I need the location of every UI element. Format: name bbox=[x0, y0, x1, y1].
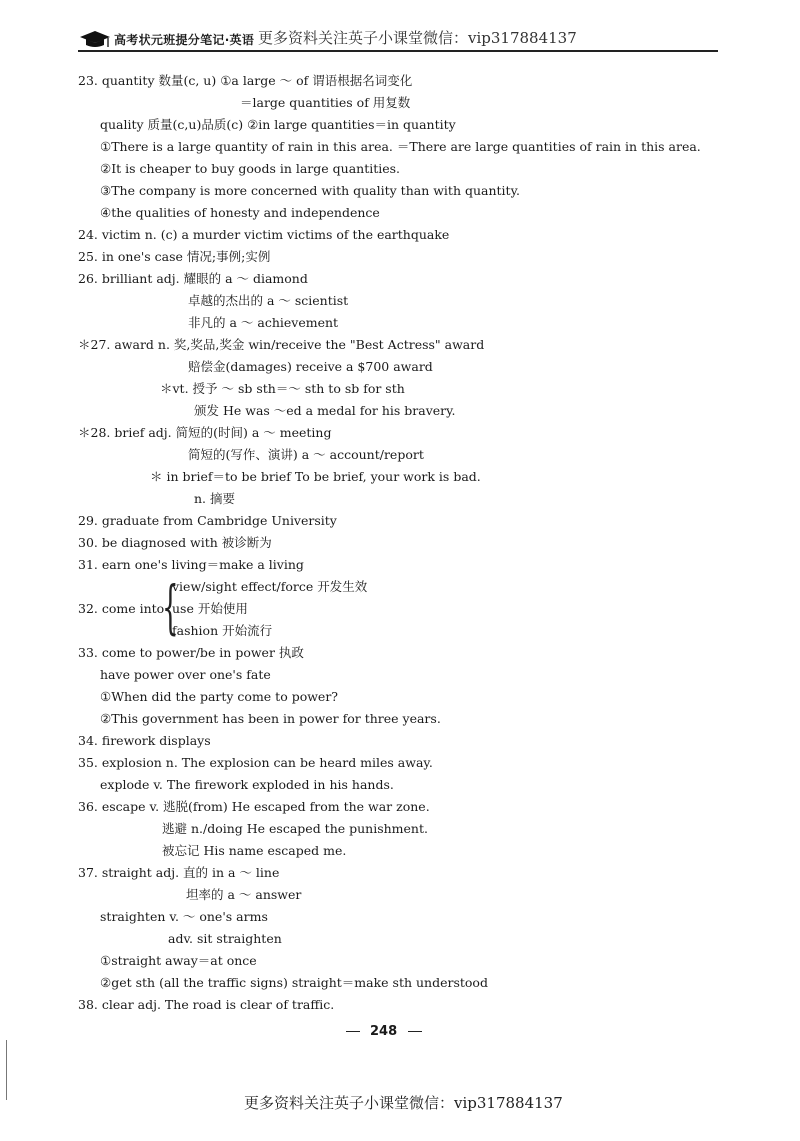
entry-23-plural-note: ＝large quantities of 用复数 bbox=[240, 95, 411, 110]
book-title: 高考状元班提分笔记·英语 bbox=[114, 33, 255, 47]
entry-37-phrase-2: ②get sth (all the traffic signs) straight＝make sth understood bbox=[100, 975, 488, 990]
entry-28-in-brief: ＊ in brief＝to be brief To be brief, your work is bad. bbox=[150, 469, 481, 484]
entry-26-brilliant: 26. brilliant adj. 耀眼的 a ～ diamond bbox=[78, 271, 308, 286]
entry-23-example-1: ①There is a large quantity of rain in this area. ＝There are large quantities of rain in this area. bbox=[100, 139, 701, 154]
entry-36-sense-3: 被忘记 His name escaped me. bbox=[162, 843, 347, 858]
entry-28-noun: n. 摘要 bbox=[194, 491, 235, 506]
entry-33-fate: have power over one's fate bbox=[100, 667, 271, 682]
entry-35-explosion: 35. explosion n. The explosion can be heard miles away. bbox=[78, 755, 433, 770]
entry-37-sense-2: 坦率的 a ～ answer bbox=[186, 887, 302, 902]
entry-26-sense-2: 卓越的杰出的 a ～ scientist bbox=[188, 293, 349, 308]
entry-37-phrase-1: ①straight away＝at once bbox=[100, 953, 257, 968]
scan-edge-line bbox=[6, 1040, 7, 1100]
entry-36-sense-2: 逃避 n./doing He escaped the punishment. bbox=[162, 821, 428, 836]
entry-27-verb-example: 颁发 He was ～ed a medal for his bravery. bbox=[194, 403, 456, 418]
entry-27-award: ＊27. award n. 奖,奖品,奖金 win/receive the "Best Actress" award bbox=[78, 337, 485, 352]
entry-32-option-3: fashion 开始流行 bbox=[172, 623, 273, 638]
page-number-dash-left bbox=[346, 1031, 360, 1032]
entry-23-example-3: ③The company is more concerned with quality than with quantity. bbox=[100, 183, 520, 198]
page-number: 248 bbox=[370, 1024, 398, 1039]
entry-33-power: 33. come to power/be in power 执政 bbox=[78, 645, 304, 660]
page-header bbox=[78, 22, 718, 52]
header-wechat-notice: 更多资料关注英子小课堂微信：vip317884137 bbox=[258, 29, 577, 47]
entry-29-graduate: 29. graduate from Cambridge University bbox=[78, 513, 337, 528]
entry-36-escape: 36. escape v. 逃脱(from) He escaped from the war zone. bbox=[78, 799, 430, 814]
header-divider bbox=[78, 50, 718, 52]
entry-28-sense-2: 简短的(写作、演讲) a ～ account/report bbox=[188, 447, 424, 462]
entry-37-straight: 37. straight adj. 直的 in a ～ line bbox=[78, 865, 280, 880]
footer-wechat-notice: 更多资料关注英子小课堂微信：vip317884137 bbox=[244, 1094, 563, 1112]
entry-27-verb: ＊vt. 授予 ～ sb sth＝～ sth to sb for sth bbox=[160, 381, 405, 396]
graduation-cap-icon bbox=[78, 28, 112, 50]
entry-31-living: 31. earn one's living＝make a living bbox=[78, 557, 304, 572]
entry-25-case: 25. in one's case 情况;事例;实例 bbox=[78, 249, 271, 264]
entry-26-sense-3: 非凡的 a ～ achievement bbox=[188, 315, 339, 330]
entry-23-quantity: 23. quantity 数量(c, u) ①a large ～ of 谓语根据名词变化 bbox=[78, 73, 413, 88]
entry-35-explode: explode v. The firework exploded in his hands. bbox=[100, 777, 394, 792]
page-number-dash-right bbox=[408, 1031, 422, 1032]
entry-32-option-1: view/sight effect/force 开发生效 bbox=[172, 579, 368, 594]
entry-23-example-2: ②It is cheaper to buy goods in large quantities. bbox=[100, 161, 401, 176]
entry-24-victim: 24. victim n. (c) a murder victim victims of the earthquake bbox=[78, 227, 450, 242]
entry-38-clear: 38. clear adj. The road is clear of traffic. bbox=[78, 997, 335, 1012]
entry-33-example-2: ②This government has been in power for three years. bbox=[100, 711, 441, 726]
entry-23-example-4: ④the qualities of honesty and independence bbox=[100, 205, 380, 220]
curly-brace-icon: { bbox=[162, 573, 179, 641]
entry-32-option-2: use 开始使用 bbox=[172, 601, 248, 616]
entry-33-example-1: ①When did the party come to power? bbox=[100, 689, 339, 704]
entry-27-damages: 赔偿金(damages) receive a $700 award bbox=[188, 359, 433, 374]
entry-32-come-into: 32. come into bbox=[78, 601, 165, 616]
entry-37-straighten: straighten v. ～ one's arms bbox=[100, 909, 268, 924]
entry-28-brief: ＊28. brief adj. 简短的(时间) a ～ meeting bbox=[78, 425, 332, 440]
entry-23-quality: quality 质量(c,u)品质(c) ②in large quantities＝in quantity bbox=[100, 117, 456, 132]
entry-34-firework: 34. firework displays bbox=[78, 733, 211, 748]
entry-30-diagnosed: 30. be diagnosed with 被诊断为 bbox=[78, 535, 272, 550]
entry-37-adverb: adv. sit straighten bbox=[168, 931, 282, 946]
